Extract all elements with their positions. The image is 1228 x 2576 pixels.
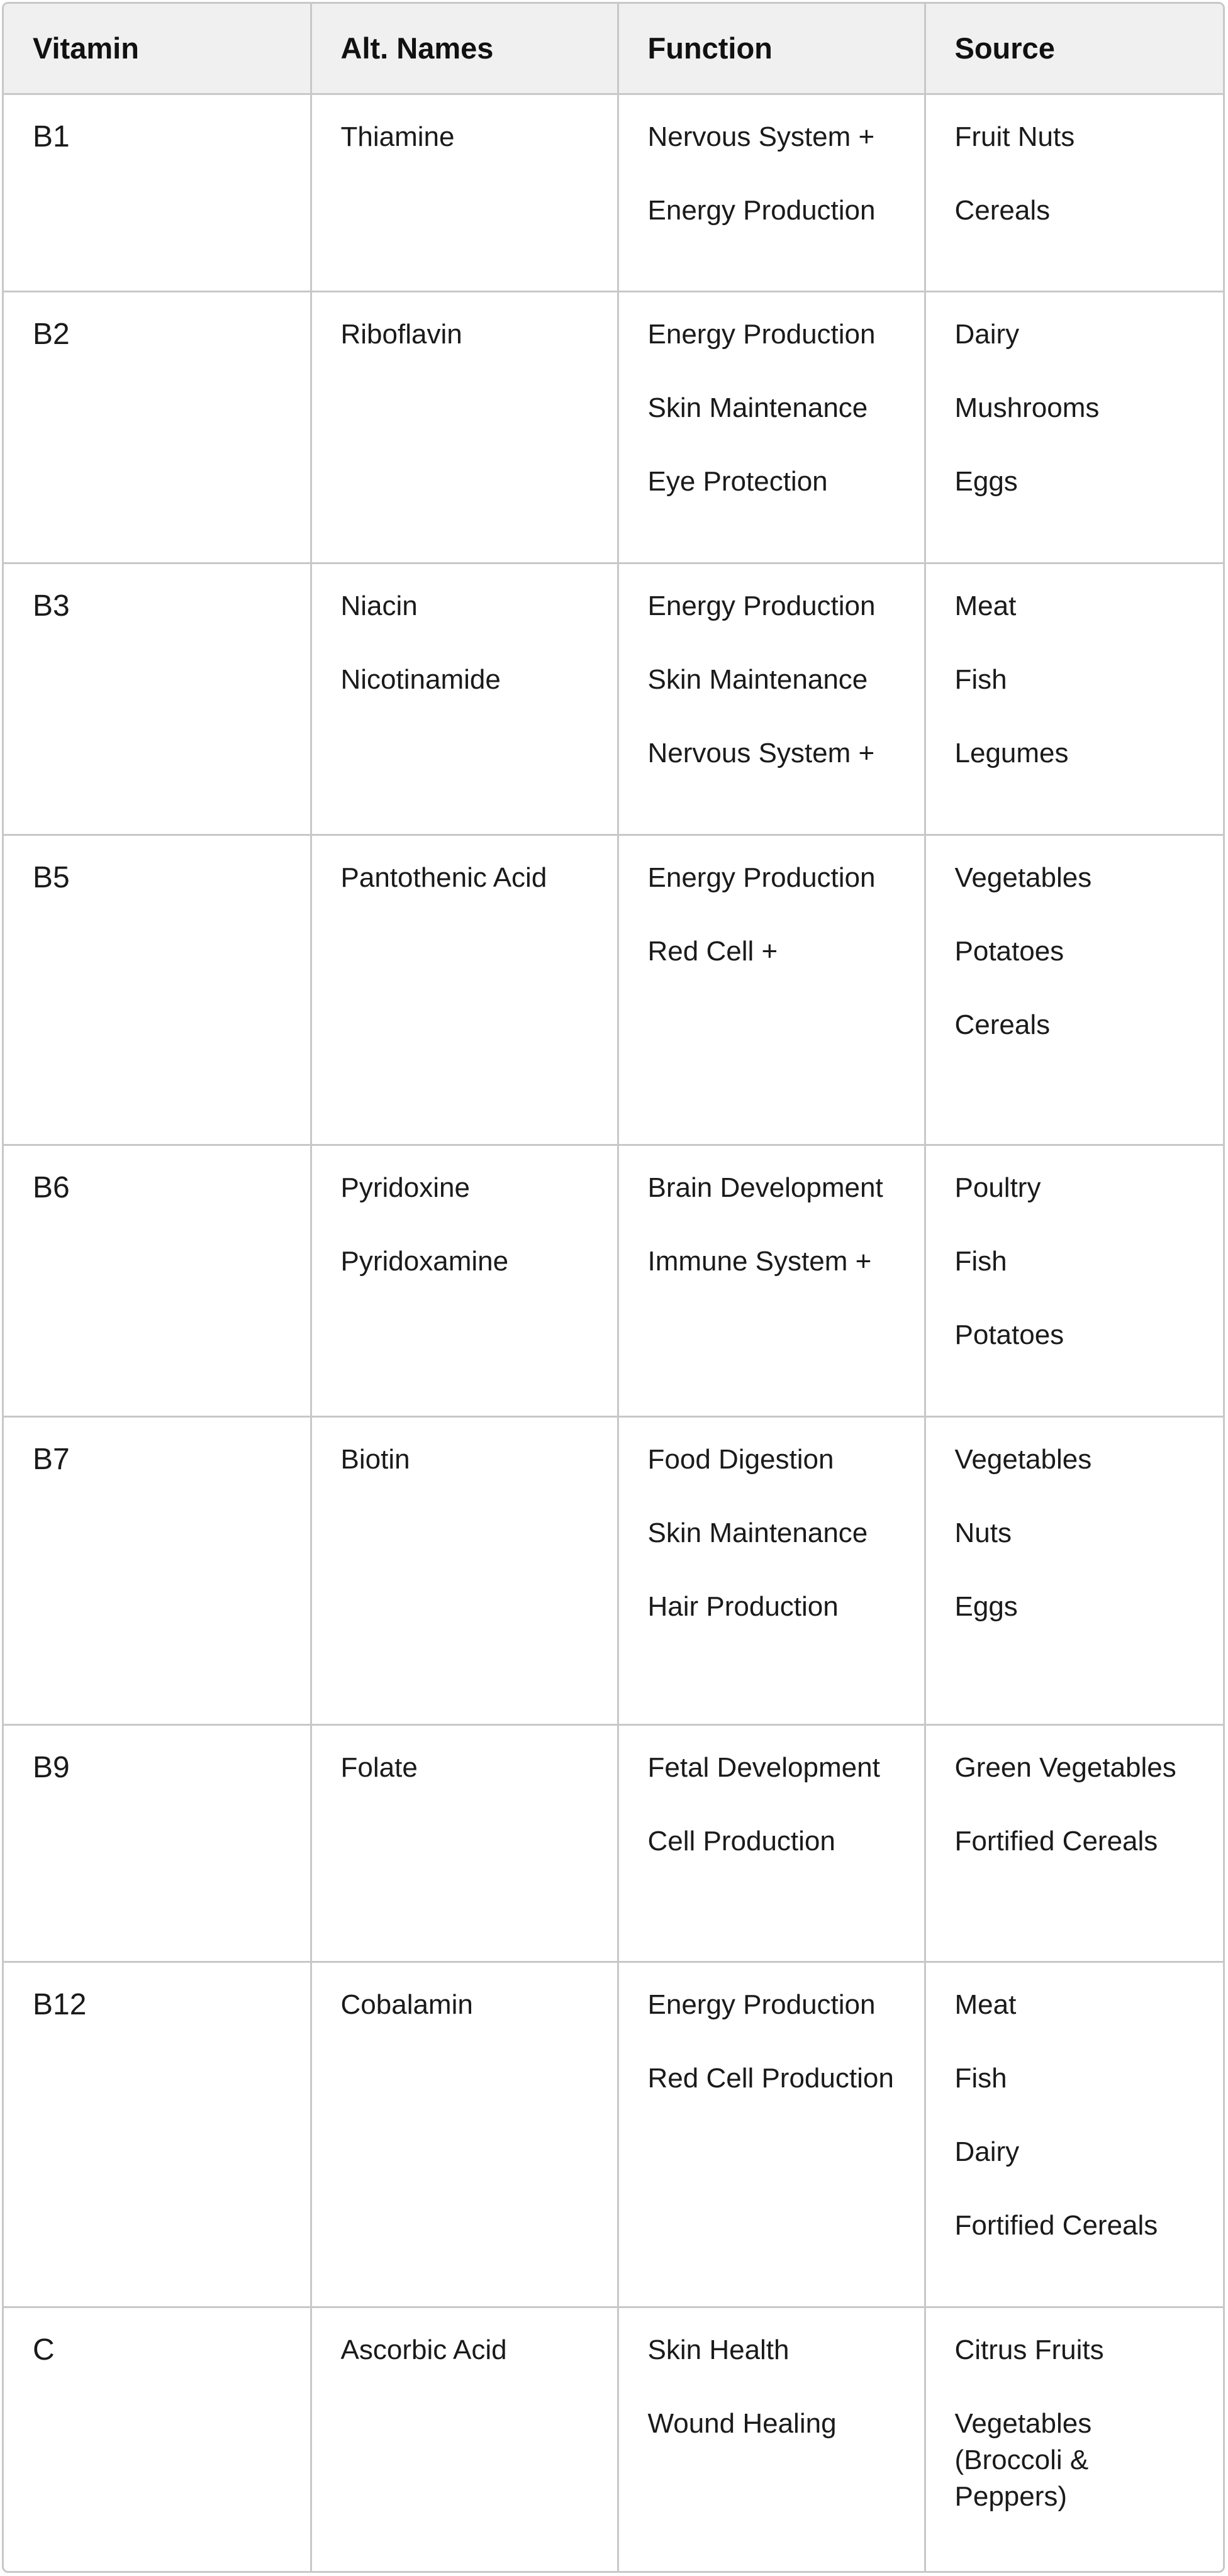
list-item: Biotin [340,1443,410,1475]
vitamin-cell: B6 [4,1145,311,1416]
table-row [4,563,1223,835]
list-item: Nicotinamide [340,663,501,695]
list-item: Fortified Cereals [954,1825,1158,1857]
list-item: Nuts [954,1517,1012,1548]
list-item: Hair Production [647,1591,839,1622]
source-cell [925,1416,1223,1724]
list-item: Dairy [954,318,1020,350]
list-item: Red Cell Production [647,2062,894,2094]
function-cell [618,835,925,1145]
function-cell [618,1416,925,1724]
table-row [4,2307,1223,2573]
vitamin-cell: C [4,2307,311,2573]
function-cell [618,1962,925,2307]
list-item: Brain Development [647,1172,883,1203]
function-cell [618,563,925,835]
list-item: Wound Healing [647,2407,837,2439]
list-item: Vegetables (Broccoli & Peppers) [954,2407,1092,2512]
vitamin-cell: B3 [4,563,311,835]
list-item: Thiamine [340,121,455,152]
list-item: Skin Health [647,2334,790,2365]
list-item: Cell Production [647,1825,835,1857]
list-item: Potatoes [954,935,1064,967]
list-item: Red Cell + [647,935,778,967]
list-item: Dairy [954,2136,1020,2167]
list-item: Skin Maintenance [647,392,868,423]
table-row [4,94,1223,291]
vitamin-cell: B7 [4,1416,311,1724]
list-item: Legumes [954,737,1069,769]
list-item: Cereals [954,1009,1051,1040]
list-item: Folate [340,1752,418,1783]
header-alt-names: Alt. Names [311,4,618,94]
list-item: Nervous System + [647,121,875,152]
list-item: Skin Maintenance [647,1517,868,1548]
list-item: Fish [954,663,1007,695]
table-row [4,1724,1223,1962]
list-item: Eggs [954,465,1018,497]
list-item: Eye Protection [647,465,828,497]
header-source: Source [925,4,1223,94]
list-item: Ascorbic Acid [340,2334,507,2365]
alt-names-cell [311,1724,618,1962]
alt-names-cell [311,2307,618,2573]
list-item: Fortified Cereals [954,2209,1158,2241]
list-item: Vegetables [954,862,1092,893]
source-cell [925,1724,1223,1962]
vitamin-cell: B2 [4,291,311,563]
list-item: Fish [954,1245,1007,1277]
table-row [4,1962,1223,2307]
alt-names-cell [311,835,618,1145]
list-item: Nervous System + [647,737,875,769]
list-item: Green Vegetables [954,1752,1176,1783]
table-row [4,835,1223,1145]
list-item: Energy Production [647,862,876,893]
table-row [4,291,1223,563]
list-item: Vegetables [954,1443,1092,1475]
list-item: Fish [954,2062,1007,2094]
header-vitamin: Vitamin [4,4,311,94]
header-function: Function [618,4,925,94]
alt-names-cell [311,1416,618,1724]
function-cell [618,1145,925,1416]
source-cell [925,1145,1223,1416]
function-cell [618,1724,925,1962]
list-item: Mushrooms [954,392,1100,423]
function-cell [618,291,925,563]
vitamin-table [4,4,1223,2573]
list-item: Energy Production [647,590,876,621]
vitamin-table-container [2,2,1225,2573]
list-item: Citrus Fruits [954,2334,1104,2365]
list-item: Pantothenic Acid [340,862,547,893]
list-item: Fruit Nuts [954,121,1075,152]
source-cell [925,94,1223,291]
vitamin-cell: B1 [4,94,311,291]
function-cell [618,2307,925,2573]
list-item: Cobalamin [340,1989,473,2020]
table-row [4,1145,1223,1416]
list-item: Fetal Development [647,1752,880,1783]
vitamin-cell: B5 [4,835,311,1145]
table-header-row [4,4,1223,94]
list-item: Energy Production [647,318,876,350]
list-item: Pyridoxine [340,1172,470,1203]
table-row [4,1416,1223,1724]
alt-names-cell [311,94,618,291]
list-item: Riboflavin [340,318,462,350]
vitamin-cell: B9 [4,1724,311,1962]
alt-names-cell [311,1145,618,1416]
alt-names-cell [311,1962,618,2307]
source-cell [925,563,1223,835]
list-item: Potatoes [954,1319,1064,1350]
list-item: Cereals [954,194,1051,226]
alt-names-cell [311,563,618,835]
source-cell [925,291,1223,563]
list-item: Meat [954,1989,1017,2020]
list-item: Energy Production [647,194,876,226]
list-item: Food Digestion [647,1443,834,1475]
source-cell [925,835,1223,1145]
alt-names-cell [311,291,618,563]
vitamin-cell: B12 [4,1962,311,2307]
list-item: Immune System + [647,1245,872,1277]
list-item: Poultry [954,1172,1041,1203]
list-item: Pyridoxamine [340,1245,509,1277]
list-item: Meat [954,590,1017,621]
list-item: Energy Production [647,1989,876,2020]
source-cell [925,1962,1223,2307]
function-cell [618,94,925,291]
list-item: Skin Maintenance [647,663,868,695]
source-cell [925,2307,1223,2573]
list-item: Niacin [340,590,418,621]
list-item: Eggs [954,1591,1018,1622]
